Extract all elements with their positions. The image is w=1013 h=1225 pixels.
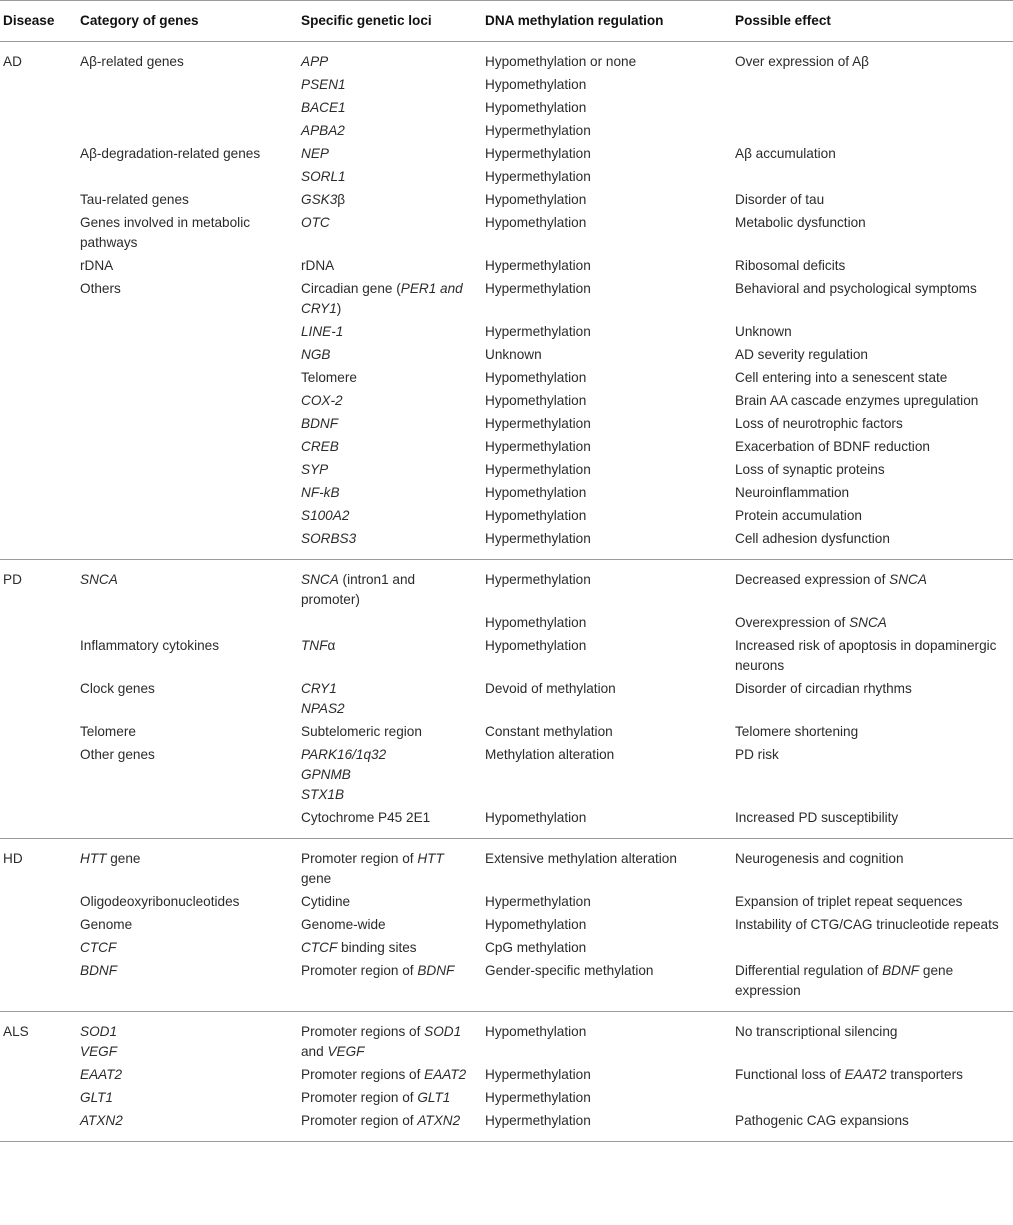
loci-cell: OTC (301, 215, 330, 230)
table-row (0, 1110, 1013, 1142)
category-cell: CTCF (80, 940, 117, 955)
disease-cell (0, 344, 76, 367)
disease-cell: HD (3, 851, 23, 866)
category-cell: Genome (80, 917, 133, 932)
methylation-cell: Methylation alteration (485, 747, 615, 762)
effect-cell: Overexpression of SNCA (735, 615, 887, 630)
methylation-cell: Hypomethylation (485, 393, 587, 408)
loci-cell: BACE1 (301, 100, 346, 115)
effect-cell: Expansion of triplet repeat sequences (735, 894, 963, 909)
category-cell (76, 528, 297, 560)
table-row (0, 937, 1013, 960)
methylation-cell: Hypomethylation (485, 215, 587, 230)
category-cell: rDNA (80, 258, 114, 273)
disease-cell: ALS (3, 1024, 29, 1039)
category-cell: Tau-related genes (80, 192, 189, 207)
loci-cell: NEP (301, 146, 329, 161)
effect-cell: Behavioral and psychological symptoms (735, 281, 977, 296)
disease-cell (0, 189, 76, 212)
loci-cell: BDNF (301, 416, 339, 431)
table-row (0, 166, 1013, 189)
table-row (0, 505, 1013, 528)
header-category: Category of genes (76, 1, 297, 42)
loci-cell: LINE-1 (301, 324, 344, 339)
disease-cell (0, 482, 76, 505)
table-row (0, 189, 1013, 212)
methylation-cell: Hypermethylation (485, 416, 591, 431)
effect-cell: AD severity regulation (735, 347, 868, 362)
methylation-cell: Hypomethylation (485, 508, 587, 523)
header-loci: Specific genetic loci (297, 1, 481, 42)
methylation-cell: Hypermethylation (485, 281, 591, 296)
disease-cell (0, 721, 76, 744)
table-row (0, 635, 1013, 678)
disease-cell (0, 390, 76, 413)
disease-cell (0, 678, 76, 721)
loci-cell: Cytidine (301, 894, 351, 909)
category-cell: ATXN2 (80, 1113, 123, 1128)
table-row (0, 891, 1013, 914)
effect-cell: PD risk (735, 747, 779, 762)
effect-cell (731, 1087, 1013, 1110)
effect-cell: Neurogenesis and cognition (735, 851, 904, 866)
table-row (0, 436, 1013, 459)
table-row (0, 678, 1013, 721)
loci-cell: CTCF binding sites (301, 940, 417, 955)
header-disease: Disease (0, 1, 76, 42)
loci-cell: NGB (301, 347, 331, 362)
category-cell (76, 482, 297, 505)
loci-cell: Promoter region of GLT1 (301, 1090, 451, 1105)
disease-cell (0, 1087, 76, 1110)
effect-cell: No transcriptional silencing (735, 1024, 898, 1039)
methylation-cell: Hypomethylation or none (485, 54, 637, 69)
category-cell: Telomere (80, 724, 136, 739)
methylation-cell: Hypermethylation (485, 572, 591, 587)
disease-cell (0, 937, 76, 960)
loci-cell: Genome-wide (301, 917, 386, 932)
effect-cell: Instability of CTG/CAG trinucleotide repeats (735, 917, 999, 932)
disease-cell (0, 960, 76, 1012)
table-row (0, 560, 1013, 613)
category-cell (76, 120, 297, 143)
category-cell (76, 612, 297, 635)
methylation-cell: Extensive methylation alteration (485, 851, 677, 866)
loci-cell: S100A2 (301, 508, 350, 523)
effect-cell: Increased risk of apoptosis in dopaminergic neurons (735, 638, 997, 673)
table-row (0, 344, 1013, 367)
table-row (0, 390, 1013, 413)
loci-cell: CRY1 NPAS2 (301, 681, 345, 716)
loci-cell: SNCA (intron1 and promoter) (301, 572, 416, 607)
table-row (0, 212, 1013, 255)
category-cell: EAAT2 (80, 1067, 123, 1082)
methylation-cell: Hypomethylation (485, 100, 587, 115)
table-row (0, 1012, 1013, 1065)
disease-cell (0, 612, 76, 635)
category-cell: Aβ-degradation-related genes (80, 146, 261, 161)
table-row (0, 612, 1013, 635)
loci-cell: Promoter regions of SOD1 and VEGF (301, 1024, 462, 1059)
methylation-cell: Hypermethylation (485, 146, 591, 161)
table-body (0, 42, 1013, 1142)
category-cell: Aβ-related genes (80, 54, 184, 69)
table-row (0, 367, 1013, 390)
table-row (0, 807, 1013, 839)
loci-cell: COX-2 (301, 393, 343, 408)
effect-cell: Cell adhesion dysfunction (735, 531, 890, 546)
table-row (0, 482, 1013, 505)
loci-cell: Promoter region of HTT gene (301, 851, 444, 886)
category-cell (76, 459, 297, 482)
methylation-cell: Hypomethylation (485, 192, 587, 207)
disease-cell (0, 321, 76, 344)
category-cell: Genes involved in metabolic pathways (80, 215, 251, 250)
methylation-cell: Hypermethylation (485, 531, 591, 546)
effect-cell: Disorder of circadian rhythms (735, 681, 912, 696)
disease-cell (0, 744, 76, 807)
table-row (0, 960, 1013, 1012)
category-cell: SOD1 VEGF (80, 1024, 118, 1059)
methylation-cell: Hypomethylation (485, 615, 587, 630)
disease-cell (0, 436, 76, 459)
effect-cell: Telomere shortening (735, 724, 859, 739)
disease-cell (0, 1064, 76, 1087)
loci-cell: TNFα (301, 638, 336, 653)
category-cell: BDNF (80, 963, 118, 978)
loci-cell: APP (301, 54, 329, 69)
category-cell: Oligodeoxyribonucleotides (80, 894, 240, 909)
category-cell: Clock genes (80, 681, 155, 696)
loci-cell: SYP (301, 462, 329, 477)
effect-cell: Functional loss of EAAT2 transporters (735, 1067, 963, 1082)
methylation-cell: Hypermethylation (485, 324, 591, 339)
loci-cell: Promoter region of BDNF (301, 963, 455, 978)
table-row (0, 42, 1013, 75)
effect-cell (731, 120, 1013, 143)
category-cell (76, 166, 297, 189)
loci-cell: SORL1 (301, 169, 346, 184)
loci-cell: Subtelomeric region (301, 724, 422, 739)
methylation-cell: Constant methylation (485, 724, 613, 739)
methylation-cell: Hypermethylation (485, 1090, 591, 1105)
disease-cell (0, 212, 76, 255)
disease-cell (0, 143, 76, 166)
methylation-cell: Hypomethylation (485, 917, 587, 932)
disease-cell (0, 120, 76, 143)
table-row (0, 744, 1013, 807)
methylation-cell: Hypermethylation (485, 1113, 591, 1128)
methylation-cell: Gender-specific methylation (485, 963, 654, 978)
loci-cell: SORBS3 (301, 531, 357, 546)
disease-cell (0, 255, 76, 278)
table-row (0, 255, 1013, 278)
category-cell (76, 367, 297, 390)
disease-cell (0, 891, 76, 914)
effect-cell: Ribosomal deficits (735, 258, 846, 273)
methylation-cell: Unknown (485, 347, 542, 362)
table-row (0, 278, 1013, 321)
table-row (0, 721, 1013, 744)
disease-cell (0, 505, 76, 528)
loci-cell (297, 612, 481, 635)
methylation-cell: Hypomethylation (485, 77, 587, 92)
category-cell (76, 97, 297, 120)
category-cell: Others (80, 281, 121, 296)
table-row (0, 459, 1013, 482)
methylation-cell: Hypomethylation (485, 810, 587, 825)
effect-cell: Aβ accumulation (735, 146, 836, 161)
methylation-cell: Hypermethylation (485, 169, 591, 184)
effect-cell: Increased PD susceptibility (735, 810, 899, 825)
category-cell: SNCA (80, 572, 118, 587)
table-row (0, 1087, 1013, 1110)
disease-cell (0, 413, 76, 436)
table-row (0, 528, 1013, 560)
effect-cell: Loss of neurotrophic factors (735, 416, 903, 431)
effect-cell: Neuroinflammation (735, 485, 850, 500)
disease-cell (0, 635, 76, 678)
table-row (0, 1064, 1013, 1087)
effect-cell: Over expression of Aβ (735, 54, 869, 69)
disease-cell (0, 367, 76, 390)
category-cell: Inflammatory cytokines (80, 638, 220, 653)
effect-cell (731, 166, 1013, 189)
methylation-cell: Hypomethylation (485, 638, 587, 653)
category-cell (76, 436, 297, 459)
effect-cell: Exacerbation of BDNF reduction (735, 439, 930, 454)
effect-cell: Protein accumulation (735, 508, 862, 523)
header-dna-methylation: DNA methylation regulation (481, 1, 731, 42)
loci-cell: rDNA (301, 258, 335, 273)
methylation-cell: Hypermethylation (485, 123, 591, 138)
disease-cell (0, 166, 76, 189)
effect-cell: Decreased expression of SNCA (735, 572, 927, 587)
category-cell: Other genes (80, 747, 155, 762)
table-row (0, 914, 1013, 937)
header-row (0, 1, 1013, 42)
loci-cell: PARK16/1q32 GPNMB STX1B (301, 747, 387, 802)
effect-cell: Pathogenic CAG expansions (735, 1113, 909, 1128)
effect-cell: Brain AA cascade enzymes upregulation (735, 393, 979, 408)
effect-cell (731, 97, 1013, 120)
methylation-cell: Devoid of methylation (485, 681, 616, 696)
disease-cell (0, 807, 76, 839)
methylation-cell: Hypermethylation (485, 439, 591, 454)
disease-cell (0, 914, 76, 937)
disease-cell (0, 74, 76, 97)
effect-cell: Differential regulation of BDNF gene expression (735, 963, 954, 998)
effect-cell (731, 74, 1013, 97)
effect-cell: Unknown (735, 324, 792, 339)
disease-cell (0, 97, 76, 120)
methylation-cell: Hypermethylation (485, 894, 591, 909)
loci-cell: NF-kB (301, 485, 340, 500)
disease-cell (0, 1110, 76, 1142)
category-cell (76, 413, 297, 436)
disease-cell (0, 459, 76, 482)
table-row (0, 839, 1013, 892)
disease-cell (0, 528, 76, 560)
loci-cell: GSK3β (301, 192, 346, 207)
methylation-cell: Hypermethylation (485, 258, 591, 273)
category-cell (76, 344, 297, 367)
category-cell (76, 74, 297, 97)
header-effect: Possible effect (731, 1, 1013, 42)
loci-cell: Circadian gene (PER1 and CRY1) (301, 281, 463, 316)
methylation-cell: Hypermethylation (485, 1067, 591, 1082)
loci-cell: CREB (301, 439, 339, 454)
methylation-cell: Hypomethylation (485, 485, 587, 500)
table-row (0, 97, 1013, 120)
disease-cell: AD (3, 54, 22, 69)
loci-cell: Promoter regions of EAAT2 (301, 1067, 467, 1082)
loci-cell: APBA2 (301, 123, 345, 138)
methylation-cell: CpG methylation (485, 940, 587, 955)
disease-cell (0, 278, 76, 321)
category-cell (76, 505, 297, 528)
category-cell: HTT gene (80, 851, 141, 866)
methylation-cell: Hypermethylation (485, 462, 591, 477)
effect-cell: Loss of synaptic proteins (735, 462, 885, 477)
category-cell (76, 807, 297, 839)
disease-cell: PD (3, 572, 22, 587)
loci-cell: Cytochrome P45 2E1 (301, 810, 431, 825)
effect-cell: Cell entering into a senescent state (735, 370, 948, 385)
loci-cell: Promoter region of ATXN2 (301, 1113, 461, 1128)
effect-cell (731, 937, 1013, 960)
category-cell (76, 390, 297, 413)
category-cell: GLT1 (80, 1090, 113, 1105)
loci-cell: Telomere (301, 370, 357, 385)
loci-cell: PSEN1 (301, 77, 346, 92)
category-cell (76, 321, 297, 344)
table-row (0, 120, 1013, 143)
table-row (0, 143, 1013, 166)
table-row (0, 413, 1013, 436)
effect-cell: Disorder of tau (735, 192, 825, 207)
methylation-cell: Hypomethylation (485, 1024, 587, 1039)
methylation-cell: Hypomethylation (485, 370, 587, 385)
table-row (0, 321, 1013, 344)
effect-cell: Metabolic dysfunction (735, 215, 866, 230)
table-row (0, 74, 1013, 97)
